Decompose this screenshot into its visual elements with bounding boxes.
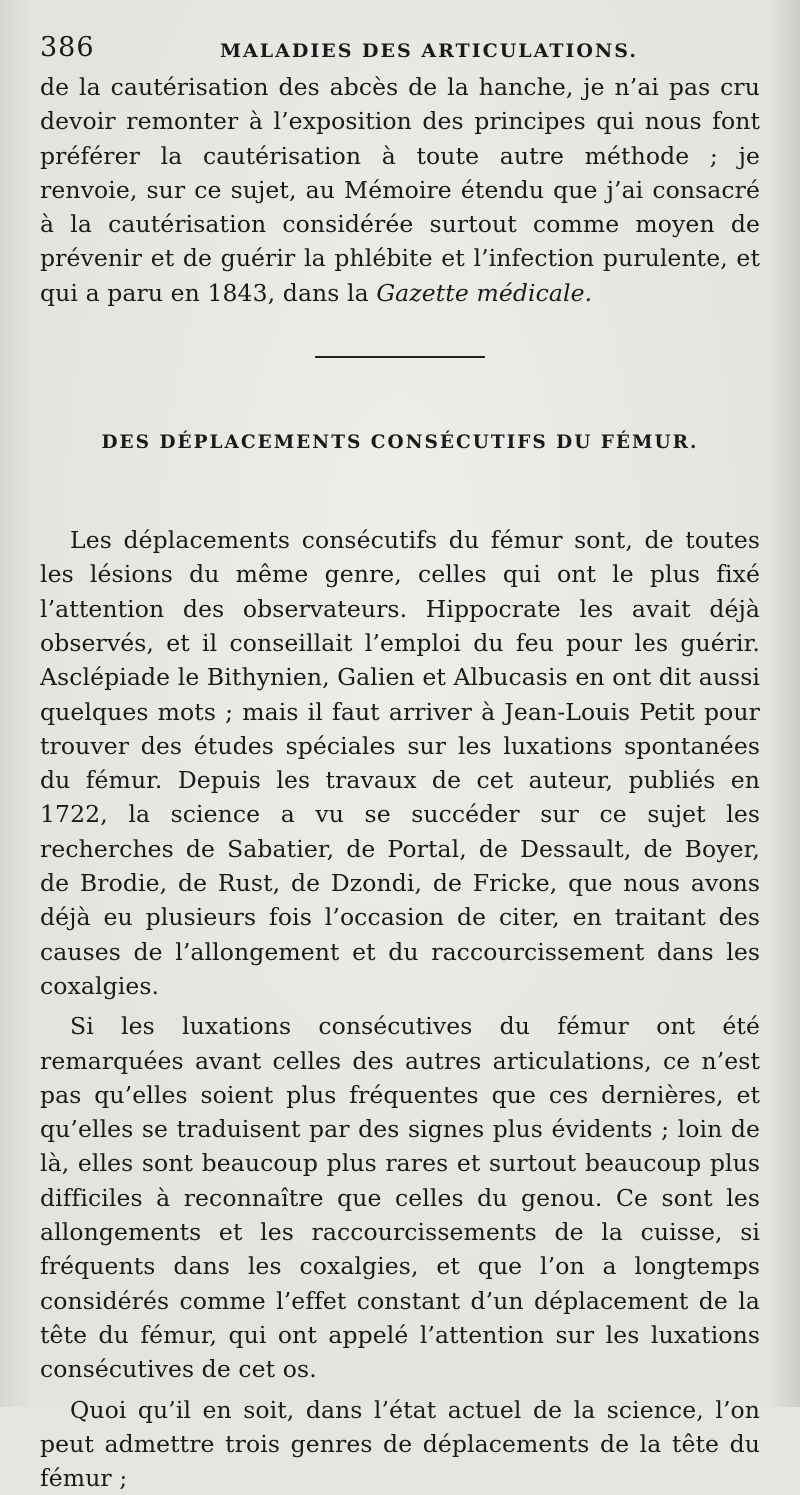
running-head [40,26,760,70]
opening-paragraph [40,70,760,310]
body-paragraph-3: Quoi qu’il en soit, dans l’état actuel de la science, l’on peut admettre trois genres de déplacements de la tête du fémur ; [40,1393,760,1495]
section-divider-rule [315,356,485,358]
opening-paragraph-text: de la cautérisation des abcès de la hanche, je n’ai pas cru devoir remonter à l’exposition des principes qui nous font préférer la cautérisation à toute autre méthode ; je renvoie, sur ce sujet, au Mémoire étendu que j’ai consacré à la cautérisation considérée surtout comme moyen de prévenir et de guérir la phlébite et l’infection purulente, et qui a paru en 1843, dans la [40,73,760,307]
running-title: MALADIES DES ARTICULATIONS. [220,40,638,62]
body-paragraph-2: Si les luxations consécutives du fémur ont été remarquées avant celles des autres articulations, ce n’est pas qu’elles soient plus fréquentes que ces dernières, et qu’elles se traduisent par des signes plus évidents ; loin de là, elles sont beaucoup plus rares et surtout beaucoup plus difficiles à reconnaître que celles du genou. Ce sont les allongements et les raccourcissements de la cuisse, si fréquents dans les coxalgies, et que l’on a longtemps considérés comme l’effet constant d’un déplacement de la tête du fémur, qui ont appelé l’attention sur les luxations consécutives de cet os. [40,1009,760,1386]
journal-title: Gazette médicale. [376,279,592,307]
section-heading: DES DÉPLACEMENTS CONSÉCUTIFS DU FÉMUR. [40,432,760,453]
body-paragraph-1: Les déplacements consécutifs du fémur sont, de toutes les lésions du même genre, celles qui ont le plus fixé l’attention des observateurs. Hippocrate les avait déjà observés, et il conseillait l’emploi du feu pour les guérir. Asclépiade le Bithynien, Galien et Albucasis en ont dit aussi quelques mots ; mais il faut arriver à Jean-Louis Petit pour trouver des études spéciales sur les luxations spontanées du fémur. Depuis les travaux de cet auteur, publiés en 1722, la science a vu se succéder sur ce sujet les recherches de Sabatier, de Portal, de Dessault, de Boyer, de Brodie, de Rust, de Dzondi, de Fricke, que nous avons déjà eu plusieurs fois l’occasion de citer, en traitant des causes de l’allongement et du raccourcissement dans les coxalgies. [40,523,760,1003]
page-number: 386 [40,32,95,63]
